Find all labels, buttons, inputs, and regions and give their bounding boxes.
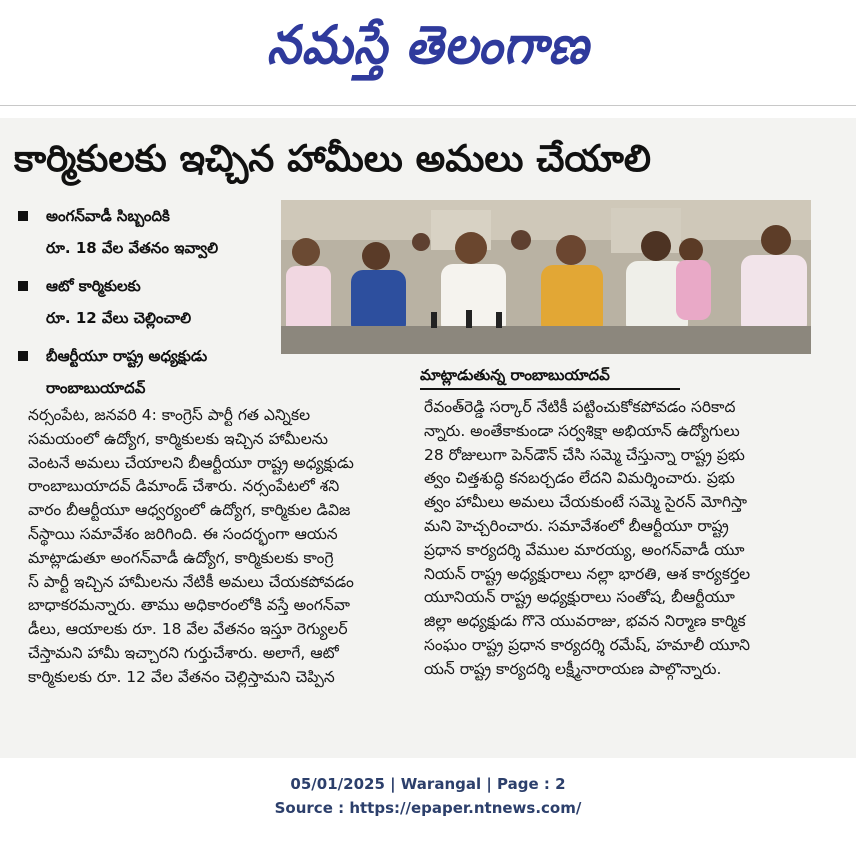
highlight-line: రూ. 12 వేలు చెల్లించాలి	[46, 309, 192, 327]
article-body-right-column	[424, 396, 824, 682]
body-line: రేవంత్‌రెడ్డి సర్కార్ నేటికీ పట్టించుకోకపోవడం సరికాద	[424, 398, 736, 416]
body-line: త్వం హామీలు అమలు చేయకుంటే సమ్మె సైరన్ మోగిస్తా	[424, 493, 748, 512]
article-body-left-column	[28, 404, 408, 690]
body-line: మని హెచ్చరించారు. సమావేశంలో బీఆర్టీయూ రాష్ట్ర	[424, 516, 729, 535]
highlight-line: రాంబాబుయాదవ్	[46, 379, 146, 397]
square-bullet-icon	[18, 281, 28, 291]
body-line: న్‌స్థాయి సమావేశం జరిగింది. ఈ సందర్భంగా ఆయన	[28, 524, 338, 543]
highlight-item	[10, 340, 276, 404]
body-line: చేస్తామని హామీ ఇచ్చారని గుర్తుచేశారు. అలాగే, ఆటో	[28, 643, 339, 662]
article-headline: కార్మికులకు ఇచ్చిన హామీలు అమలు చేయాలి	[14, 137, 652, 180]
body-line: న్నారు. అంతేకాకుండా సర్వశిక్షా అభియాన్ ఉద్యోగులు	[424, 421, 740, 440]
highlight-item	[10, 200, 276, 264]
body-line: సంఘం రాష్ట్ర ప్రధాన కార్యదర్శి రమేష్, హమాలీ యూని	[424, 635, 750, 654]
body-line: రాంబాబుయాదవ్ డిమాండ్ చేశారు. నర్సంపేటలో శని	[28, 477, 340, 496]
body-line: మాట్లాడుతూ అంగన్‌వాడీ ఉద్యోగ, కార్మికులకు కాంగ్రె	[28, 548, 334, 567]
body-line: నర్సంపేట, జనవరి 4: కాంగ్రెస్ పార్టీ గత ఎన్నికల	[28, 406, 311, 424]
body-line: యూనియన్ రాష్ట్ర అధ్యక్షురాలు సంతోష, బీఆర్టీయూ	[424, 588, 735, 607]
edition-info: 05/01/2025 | Warangal | Page : 2	[290, 775, 566, 793]
highlights-list	[10, 200, 276, 406]
body-line: త్వం చిత్తశుద్ధి కనబర్చడం లేదని విమర్శించారు. ప్రభు	[424, 469, 735, 488]
body-line: కార్మికులకు రూ. 12 వేల వేతనం చెల్లిస్తామని చెప్పిన	[28, 667, 335, 686]
square-bullet-icon	[18, 351, 28, 361]
masthead	[0, 0, 856, 104]
body-line: సమయంలో ఉద్యోగ, కార్మికులకు ఇచ్చిన హామీలను	[28, 429, 328, 448]
body-line: వారం బీఆర్టీయూ ఆధ్వర్యంలో ఉద్యోగ, కార్మికుల డివిజ	[28, 501, 351, 520]
masthead-divider	[0, 105, 856, 106]
source-link[interactable]: Source : https://epaper.ntnews.com/	[274, 799, 582, 817]
photo-caption: మాట్లాడుతున్న రాంబాబుయాదవ్	[420, 362, 680, 390]
body-line: యన్ రాష్ట్ర కార్యదర్శి లక్ష్మీనారాయణ పాల్గొన్నారు.	[424, 659, 722, 678]
body-line: వెంటనే అమలు చేయాలని బీఆర్టీయూ రాష్ట్ర అధ్యక్షుడు	[28, 453, 354, 472]
highlight-line: ఆటో కార్మికులకు	[46, 277, 141, 295]
source-footer	[0, 772, 856, 820]
body-line: ప్రధాన కార్యదర్శి వేముల మారయ్య, అంగన్‌వాడీ యూ	[424, 540, 745, 559]
body-line: బాధాకరమన్నారు. తాము అధికారంలోకి వస్తే అంగన్‌వా	[28, 596, 350, 615]
body-line: స్ పార్టీ ఇచ్చిన హామీలను నేటికీ అమలు చేయకపోవడం	[28, 572, 354, 591]
newspaper-logo: నమస్తే తెలంగాణ	[266, 14, 590, 77]
square-bullet-icon	[18, 211, 28, 221]
body-line: జిల్లా అధ్యక్షుడు గొనె యువరాజు, భవన నిర్మాణ కార్మిక	[424, 612, 746, 631]
body-line: నియన్ రాష్ట్ర అధ్యక్షురాలు నల్లా భారతి, ఆశ కార్యకర్తల	[424, 564, 751, 583]
meeting-photo-illustration	[281, 200, 811, 354]
highlight-line: అంగన్‌వాడీ సిబ్బందికి	[46, 207, 170, 225]
highlight-line: రూ. 18 వేల వేతనం ఇవ్వాలి	[46, 239, 219, 257]
highlight-line: బీఆర్టీయూ రాష్ట్ర అధ్యక్షుడు	[46, 347, 208, 365]
body-line: 28 రోజులుగా పెన్‌డౌన్ చేసి సమ్మె చేస్తున్నా రాష్ట్ర ప్రభు	[424, 445, 745, 464]
meeting-photo	[281, 200, 811, 354]
highlight-item	[10, 270, 276, 334]
body-line: డీలు, ఆయాలకు రూ. 18 వేల వేతనం ఇస్తూ రెగ్యులర్	[28, 620, 348, 639]
